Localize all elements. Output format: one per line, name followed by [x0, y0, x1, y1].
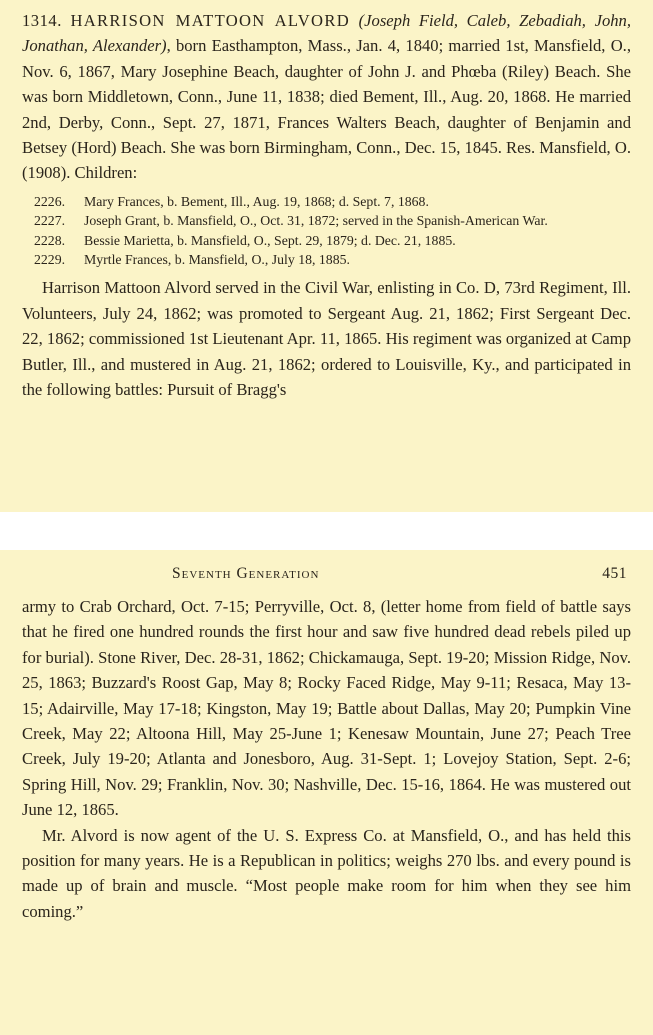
child-number: 2227. [34, 213, 66, 229]
battles-paragraph: army to Crab Orchard, Oct. 7-15; Perryville, Oct. 8, (letter home from field of battle says that he fired one hundred rounds the first hour and saw five hundred dead rebels piled up for burial). Stone River, Dec. 28-31, 1862; Chickamauga, Sept. 19-20; Mission Ridge, Nov. 25, 1863; Buzzard's Roost Gap, May 8; Rocky Faced Ridge, May 9-11; Resaca, May 13-15; Adairville, May 17-18; Kingston, May 19; Battle about Dallas, May 20; Pumpkin Vine Creek, May 22; Altoona Hill, May 25-June 1; Kenesaw Mountain, June 27; Peach Tree Creek, July 19-20; Atlanta and Jonesboro, Aug. 31-Sept. 1; Lovejoy Station, Sept. 2-6; Spring Hill, Nov. 29; Franklin, Nov. 30; Nashville, Dec. 15-16, 1864. He was mustered out June 12, 1865. [22, 597, 631, 820]
closing-paragraph: Mr. Alvord is now agent of the U. S. Express Co. at Mansfield, O., and has held this position for many years. He is a Republican in politics; weighs 270 lbs. and every pound is made up of brain and muscle. “Most people make room for him when they see him coming.” [22, 825, 631, 921]
service-paragraph: Harrison Mattoon Alvord served in the Civil War, enlisting in Co. D, 73rd Regiment, Ill. Volunteers, July 24, 1862; was promoted to Sergeant Aug. 21, 1862; First Sergeant Dec. 22, 1862; commissioned 1st Lieutenant Apr. 11, 1865. His regiment was organized at Camp Butler, Ill., and mustered in Aug. 21, 1862; ordered to Louisville, Ky., and participated in the following battles: Pursuit of Bragg's [22, 278, 631, 400]
page-scan-bottom [0, 550, 653, 1035]
child-text: Bessie Marietta, b. Mansfield, O., Sept. 29, 1879; d. Dec. 21, 1885. [84, 232, 456, 248]
entry-paragraph [22, 8, 631, 186]
child-text: Myrtle Frances, b. Mansfield, O., July 18, 1885. [84, 252, 350, 268]
child-text: Mary Frances, b. Bement, Ill., Aug. 19, 1868; d. Sept. 7, 1868. [84, 193, 429, 209]
children-list [22, 192, 631, 270]
child-text: Joseph Grant, b. Mansfield, O., Oct. 31, 1872; served in the Spanish-American War. [84, 213, 548, 229]
child-number: 2229. [34, 252, 66, 268]
child-entry [22, 250, 631, 269]
page-number: 451 [602, 565, 627, 582]
child-number: 2228. [34, 232, 66, 248]
page-scan-top [0, 0, 653, 512]
entry-text: , born Easthampton, Mass., Jan. 4, 1840; married 1st, Mansfield, O., Nov. 6, 1867, Mary Josephine Beach, daughter of John J. and Phœba (Riley) Beach. She was born Middletown, Conn., June 11, 1838; died Bement, Ill., Aug. 20, 1868. He married 2nd, Derby, Conn., Sept. 27, 1871, Frances Walters Beach, daughter of Benjamin and Betsey (Hord) Beach. She was born Birmingham, Conn., Dec. 15, 1845. Res. Mansfield, O. (1908). Children: [22, 36, 631, 183]
ancestry-line: (Joseph Field, Caleb, Zebadiah, John, Jonathan, Alexander) [22, 11, 631, 56]
child-number: 2226. [34, 193, 66, 209]
child-entry [22, 211, 631, 230]
child-entry [22, 192, 631, 211]
entry-number: 1314. [22, 11, 62, 30]
child-entry [22, 231, 631, 250]
person-name: HARRISON MATTOON ALVORD [70, 11, 350, 30]
running-head [172, 562, 627, 586]
running-head-title: Seventh Generation [172, 565, 320, 582]
